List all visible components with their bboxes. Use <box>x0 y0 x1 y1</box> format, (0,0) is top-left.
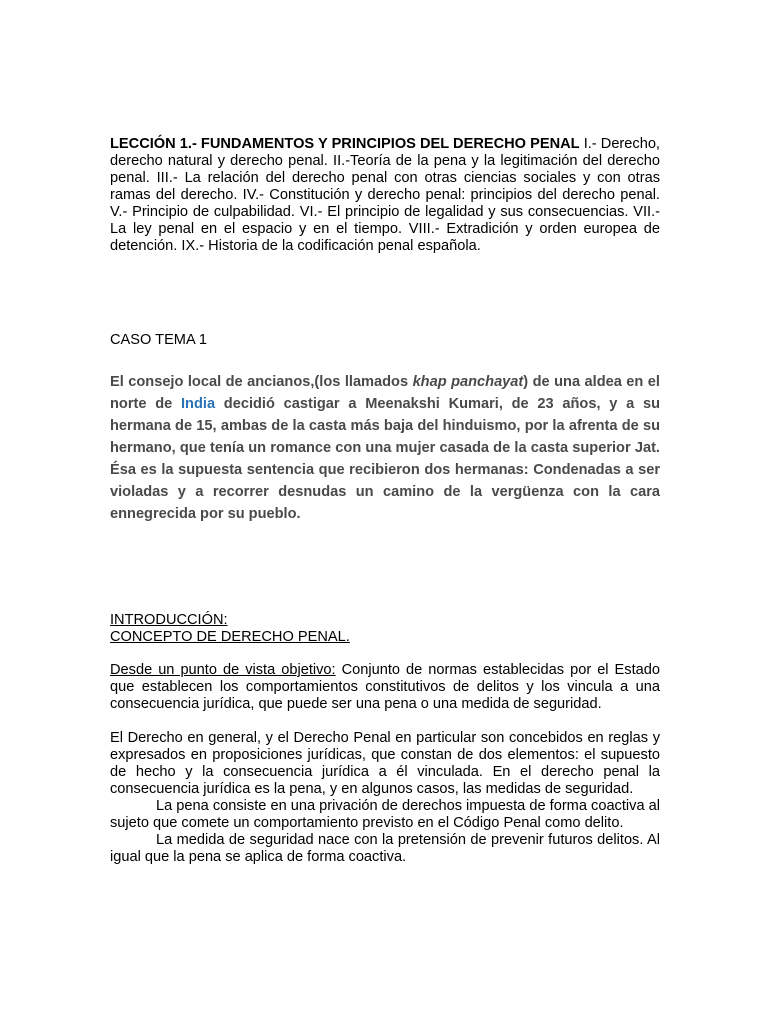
introduction-section <box>110 612 660 866</box>
case-paragraph <box>110 371 660 525</box>
case-text-3: decidió castigar a Meenakshi Kumari, de 23 años, y a su hermana de 15, ambas de la casta más baja del hinduismo, por la afrenta de su hermano, que tenía un romance con una mujer casada de la casta superior Jat. Ésa es la supuesta sentencia que recibieron dos hermanas: Condenadas a ser violadas y a recorrer desnudas un camino de la vergüenza con la cara ennegrecida por su pueblo. <box>110 396 660 522</box>
derecho-paragraph: El Derecho en general, y el Derecho Penal en particular son concebidos en reglas y expresados en proposiciones jurídicas, que constan de dos elementos: el supuesto de hecho y la consecuencia jurídica a él vinculada. En el derecho penal la consecuencia jurídica es la pena, y en algunos casos, las medidas de seguridad. <box>110 730 660 797</box>
intro-heading: INTRODUCCIÓN: <box>110 612 228 628</box>
pena-text: La pena consiste en una privación de derechos impuesta de forma coactiva al sujeto que comete un comportamiento previsto en el Código Penal como delito. <box>110 798 660 831</box>
case-title: CASO TEMA 1 <box>110 332 208 348</box>
document-page <box>110 136 660 865</box>
objective-paragraph <box>110 662 660 713</box>
objective-label: Desde un punto de vista objetivo: <box>110 662 336 678</box>
medida-text: La medida de seguridad nace con la pretensión de prevenir futuros delitos. Al igual que la pena se aplica de forma coactiva. <box>110 832 660 865</box>
lesson-topics: I.- Derecho, derecho natural y derecho penal. II.-Teoría de la pena y la legitimación del derecho penal. III.- La relación del derecho penal con otras ciencias sociales y con otras ramas del derecho. IV.- Constitución y derecho penal: principios del derecho penal. V.- Principio de culpabilidad. VI.- El principio de legalidad y sus consecuencias. VII.- La ley penal en el espacio y en el tiempo. VIII.- Extradición y orden europea de detención. IX.- Historia de la codificación penal española. <box>110 136 660 254</box>
case-text-2: ) de una aldea en el norte de <box>110 374 660 412</box>
objective-text: Conjunto de normas establecidas por el Estado que establecen los comportamientos constitutivos de delitos y los vincula a una consecuencia jurídica, que puede ser una pena o una medida de seguridad. <box>110 662 660 712</box>
case-text-1: El consejo local de ancianos,(los llamados <box>110 374 413 390</box>
pena-paragraph <box>110 798 660 832</box>
concept-heading: CONCEPTO DE DERECHO PENAL. <box>110 629 350 645</box>
medida-paragraph <box>110 832 660 866</box>
lesson-paragraph <box>110 136 660 255</box>
lesson-title: LECCIÓN 1.- FUNDAMENTOS Y PRINCIPIOS DEL DERECHO PENAL <box>110 136 580 152</box>
india-link[interactable]: India <box>181 396 216 412</box>
case-italic-term: khap panchayat <box>412 374 524 390</box>
